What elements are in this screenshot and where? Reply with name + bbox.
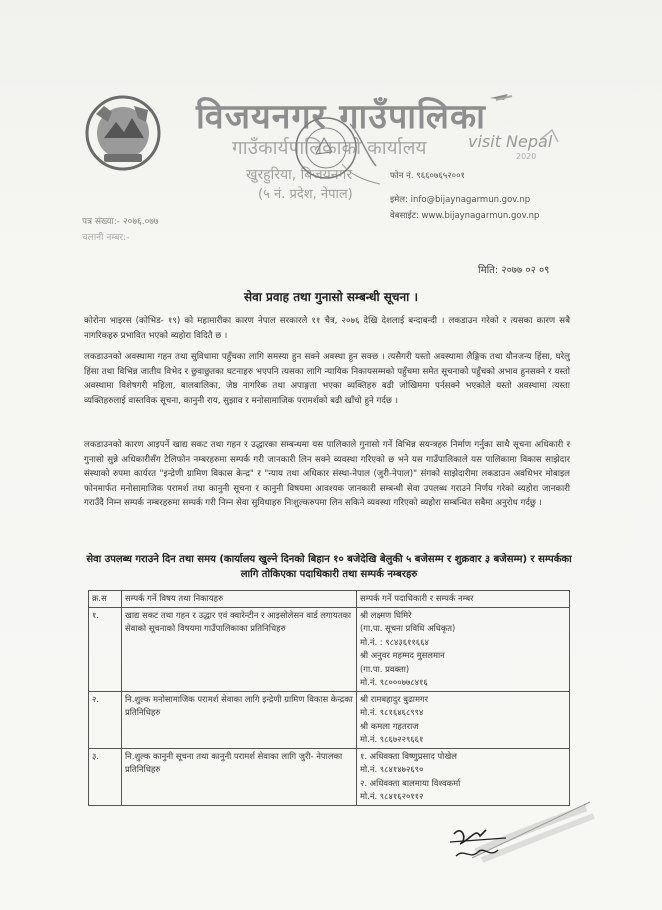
visit-nepal-year: 2020 [516,152,537,161]
header-subject: सम्पर्क गर्ने विषय तथा निकायहरु [122,591,357,608]
table-header-row [89,591,570,608]
office-name: गाउँकार्यपालिकाको कार्यालय [232,137,427,159]
phone-number: फोन नं. ९६६०७६५२००१ [390,171,465,181]
contact-line: १. अधिवक्ता विष्णुप्रसाद पोखेल [360,750,457,761]
table-row [89,607,570,691]
office-address-line1: खुरहुरिया, बिजयनगर [246,167,353,183]
row-subject: खाद्य सकट तथा गहन र उद्धार एवं क्वारेन्टीन र आइसोलेसन वार्ड लगायतका सेवाको सूचनाको विषयमा गाउँपालिकाका प्रतिनिधिहरु [122,607,357,691]
header-serial: क्र.स [89,591,122,608]
contact-line: २. अधिवक्ता बालमाया विश्वकर्मा [360,777,461,788]
visit-nepal-label: visit Nepal [468,132,553,151]
table-row [89,691,570,748]
contact-line: (गा.पा. सूचना प्रविधि अधिकृत) [360,623,456,633]
row-serial: ३. [89,748,122,805]
letter-date: मिति: २०७७ ०२ ०९ [478,265,550,276]
contact-line: श्री रामबहादुर बुढामगर [360,693,429,704]
email-address: इमेल: info@bijaynagarmun.gov.np [390,195,531,205]
row-subject: नि.शुल्क मनोसामाजिक परामर्श सेवाका लागि इन्द्रेणी ग्रामिण विकास केन्द्रका प्रतिनिधिहरु [122,691,357,748]
availability-note: सेवा उपलब्ध गराउने दिन तथा समय (कार्यालय खुल्ने दिनको बिहान १० बजेदेखि बेलुकी ५ बजेसम्म र शुक्रवार ३ बजेसम्म) र सम्पर्कका लागि तोकिएका पदाधिकारी तथा सम्पर्क नम्बरहरु [86,554,572,580]
row-serial: १. [89,607,122,691]
header-contact: सम्पर्क गर्ने पदाधिकारी र सम्पर्क नम्बर [357,591,570,608]
contact-line: मो.नं. ९८४१४७२६९० [360,764,424,774]
office-address-line2: (५ नं. प्रदेश, नेपाल) [258,187,353,202]
contact-line: मो.नं. ९८१६४६८९९४ [360,707,424,717]
notice-title: सेवा प्रवाह तथा गुनासो सम्बन्धी सूचना । [243,290,419,304]
municipality-name: विजयनगर गाउँपालिका [196,97,486,137]
contact-line: मो.नं. ९८६७२२९६६१ [360,734,424,744]
letter-number: पत्र संख्या:- २०७६.०७७ [82,217,159,227]
paragraph-2: लकडाउनको अवस्थामा गहन तथा सुविधामा पहुँचका लागि समस्या हुन सक्ने अवस्था हुन सक्छ । त्यसैगरी यस्तो अवस्थामा लैङ्गिक तथा यौनजन्य हिंसा, घरेलु हिंसा तथा विभिन्न जातीय विभेद र छुवाछुतका घटनाहरु भएपनि त्यसका लागि न्यायिक निकायसम्मको पहुँचमा समेत सूचनाको पहुँचको अभाव हुनसक्ने र यस्तो अवस्थामा विशेषगरी महिला, बालबालिका, जेष्ठ नागरिक तथा अपाङ्गता भएका व्यक्तिहरु बढी जोखिममा पर्नसक्ने भएकोले यस्तो अवस्थामा त्यस्ता व्यक्तिहरुलाई वास्तविक सूचना, कानुनी राय, सुझाव र मनोसामाजिक परामर्शको बढी खाँचो हुने गर्दछ । [84,352,570,406]
signature-icon [446,820,516,868]
contact-line: मो.नं. ९८०००७७८४१६ [360,677,428,687]
row-serial: २. [89,691,122,748]
paragraph-1: कोरोना भाइरस (कोभिड- १९) को महामारीका कारण नेपाल सरकारले ११ चैत्र, २०७६ देखि देशलाई बन्दाबन्दी । लकडाउन गरेको र त्यसका कारण सबै नागरिकहरु प्रभावित भएको ब्यहोरा विदितै छ । [84,316,570,341]
contact-line: मो.नं. : ९८४३६११६६४ [360,636,429,647]
contact-table [88,590,570,806]
row-contacts [357,691,570,748]
contact-line: (गा.पा. प्रवक्ता) [360,663,410,674]
office-seal-icon [280,104,390,196]
row-contacts [357,607,570,691]
municipality-emblem-icon [82,92,164,174]
dispatch-number: चलानी नम्बर:- [82,233,130,243]
paragraph-3: लकडाउनको कारण आइपर्ने खाद्य सकट तथा गहन र उद्धारका सम्बन्धमा यस पालिकाले गुनासो गर्ने विभिन्न सयन्त्रहरु निर्माण गर्नुका साथै सूचना अधिकारी र गुनासो सुन्ने अधिकारीसँग टेलिफोन नम्बरहरुमा सम्पर्क गरी जानकारी लिन सक्ने व्यवस्था गरिएको छ भने यस गाउँपालिकाले यस पालिकामा विकास साझेदार संस्थाको रुपमा कार्यरत "इन्द्रेणी ग्रामिण विकास केन्द्र" र "न्याय तथा अधिकार संस्था-नेपाल (जुरी-नेपाल)" संगको साझेदारीमा लकडाउन अवधिभर मोबाइल फोनमार्फत मनोसामाजिक परामर्श तथा कानुनी सूचना र कानुनी विषयमा आवश्यक जानकारी सम्बन्धी सेवा उपलब्ध गराउने निर्णय गरेको व्यहोरा जानकारी गराउँदै निम्न सम्पर्क नम्बरहरुमा सम्पर्क गरी निम्न सेवा सुविधाहरु निःशुल्करुपमा लिन सकिने व्यवस्था गरिएको व्यहोरा सम्बन्धित सबैमा अनुरोध गर्दछु । [84,440,570,509]
contact-line: श्री अनुवर महम्मद मुसलमान [360,650,445,660]
contact-line: श्री कमला गहतराज [360,720,419,731]
website-address: वेबसाईट: www.bijaynagarmun.gov.np [390,211,540,221]
contact-line: मो.नं. ९८४१६२०११२ [360,791,424,801]
row-subject: नि.शुल्क कानुनी सूचना तथा कानुनी परामर्श सेवाका लागि जुरी- नेपालका प्रतिनिधिहरु [122,748,357,805]
contact-line: श्री लक्ष्मण घिमिरे [360,609,412,620]
